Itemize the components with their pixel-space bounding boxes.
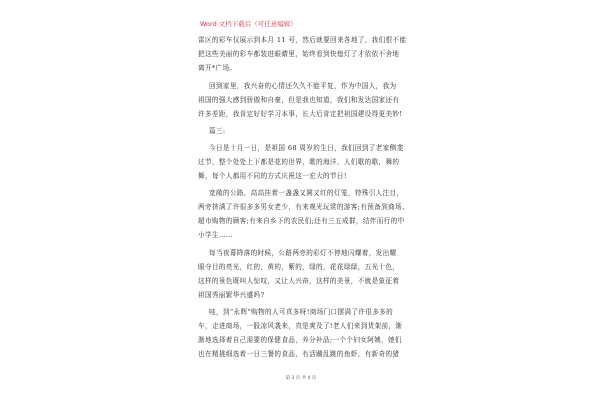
body-line: 车，走进商场，一股凉风袭来，真是爽及了!老人们来到货架前，渐 bbox=[198, 322, 403, 330]
body-line: 过节，整个处处上下都是花的世界，歌的海洋，人们歌的歌，舞的 bbox=[198, 158, 400, 166]
body-line: 雷区的彩车仅展示到本月 11 号，然后就要回来各地了，我们恨不能 bbox=[198, 36, 407, 44]
page-number: 第 3 页 共 4 页 bbox=[285, 376, 317, 381]
body-line: 哇，到“永辉”购物的人可真多呀!商场门口摆满了许很多多的 bbox=[209, 308, 394, 316]
body-line: 宽敞的公路，高高挂着一盏盏又圆又红的灯笼，特殊引人注目， bbox=[209, 189, 404, 197]
body-line: 眼夺目的亮光，红的，黄的，紫的，绿的，花花绿绿，五光十色， bbox=[198, 263, 400, 271]
document-page bbox=[198, 0, 409, 400]
body-line: 祖国的强大感到骄傲和自豪，但是我也知道，我们和发达国家还有 bbox=[198, 96, 400, 104]
body-line: 这样的景色既叫人惊叹，又让人兴奋，这样的美景，不就是象征着 bbox=[198, 277, 400, 285]
section-heading: 篇三: bbox=[209, 127, 226, 135]
document-header: Word 文档下载后（可任意编辑） bbox=[200, 20, 297, 28]
body-line: 许多差距，我肯定好好学习本事，长大后肯定把祖国建设得更美妙! bbox=[198, 110, 403, 118]
body-line: 祖国秀丽繁华兴盛吗? bbox=[198, 291, 265, 299]
body-line: 舞，每个人都用不同的方式庆祝这一宏大的节日! bbox=[198, 172, 347, 180]
body-line: 也在精挑细选着一日三餐的食品，有活蹦乱跳的鱼虾，有新奇的猪 bbox=[198, 350, 400, 358]
body-line: 渐地选择着自己需要的保健食品，养分补品;一个个妇女阿姨，她们 bbox=[198, 336, 402, 344]
body-line: 今日是十月一日，是祖国 68 周岁的生日，我们回到了老家侧斐 bbox=[209, 144, 404, 152]
body-line: 超市购物的顾客;有来自乡下的农民们;还有三五成群，结伴而行的中 bbox=[198, 217, 405, 225]
body-line: 离开*广场。 bbox=[198, 64, 237, 72]
body-line: 小学生…… bbox=[198, 231, 233, 239]
body-line: 把这些美丽的彩车都装进眼睛里，始终看到快熄灯了才依依不舍地 bbox=[198, 50, 400, 58]
body-line: 两旁挤满了许很多多男女老少，有来观光玩赏的游客;有预备到商场、 bbox=[198, 203, 409, 211]
body-line: 每当夜幕降落的时候，公路两旁的彩灯不停地闪耀着，发出耀 bbox=[209, 249, 397, 257]
body-line: 回到家里，我兴奋的心情还久久不能平复，作为中国人，我为 bbox=[209, 82, 397, 90]
